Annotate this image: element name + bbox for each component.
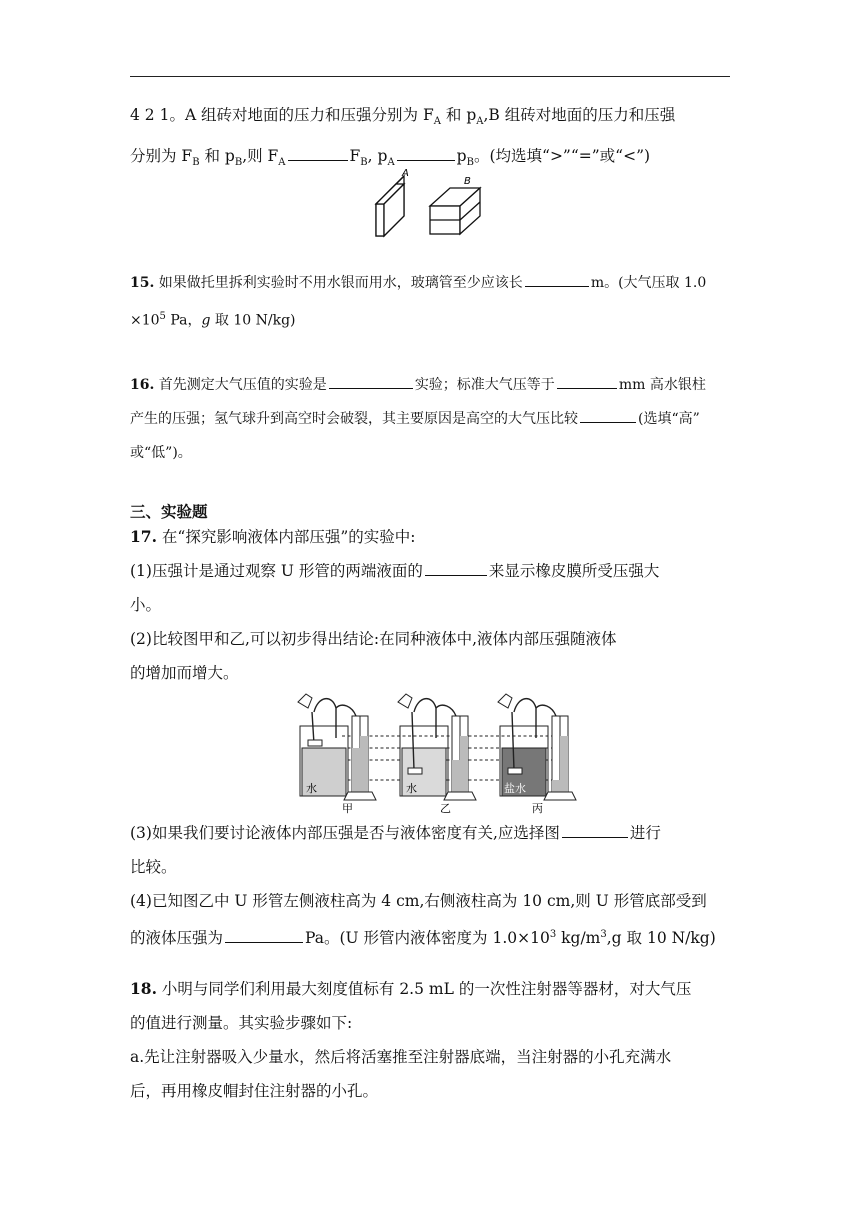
figure-label-jia: 甲 [342,802,353,815]
answer-blank [525,268,589,287]
answer-blank [557,370,617,389]
figure-label-yi: 乙 [440,802,451,815]
section-heading: 三、实验题 [130,503,208,521]
bricks-figure [368,168,498,244]
answer-blank [580,404,636,423]
brick-a-label: A [402,168,409,179]
question-17-continued: (3)如果我们要讨论液体内部压强是否与液体密度有关,应选择图 进行 比较。 (4)已知图乙中 U 形管左侧液柱高为 4 cm,右侧液柱高为 10 cm,则 U 形管底部受到 的液体压强为 Pa。(U 形管内液体密度为 $1.0\times 10^3$ $kg/m^3,g$ 取 10 N/kg) [130,816,730,955]
answer-blank [425,557,487,576]
liquid-label-1: 水 [306,782,317,795]
answer-blank [397,142,455,161]
question-15: 15. 如果做托里拆利实验时不用水银而用水，玻璃管至少应该长 m。(大气压取 1.0 $\times 10^5$ Pa，g 取 10 N/kg) [130,266,730,338]
brick-b-label: B [464,176,471,187]
question-14-text: 4 2 1。A 组砖对地面的压力和压强分别为 $F_A$ 和 $p_A,B$ 组砖对地面的压力和压强 分别为 $F_B$ 和 $p_B$,则 $F_A$ $F_B$, $p_A$ $p_B$。(均选填“>”“=”或“<”) [130,106,676,169]
answer-blank [225,924,303,943]
figure-label-bing: 丙 [532,802,543,815]
answer-blank [329,370,413,389]
liquid-label-3: 盐水 [504,782,526,795]
question-18: 18. 小明与同学们利用最大刻度值标有 2.5 mL 的一次性注射器等器材，对大气压 的值进行测量。其实验步骤如下: a.先让注射器吸入少量水，然后将活塞推至注射器底端，当注射器的小孔充满水 后，再用橡皮帽封住注射器的小孔。 [130,979,692,1100]
answer-blank [562,819,628,838]
answer-blank [288,142,348,161]
question-17: 17. 在“探究影响液体内部压强”的实验中: (1)压强计是通过观察 U 形管的两端液面的 来显示橡皮膜所受压强大 小。 (2)比较图甲和乙,可以初步得出结论:在同种液体中,液体内部压强随液体 的增加而增大。 [130,527,660,682]
header-rule [130,76,730,77]
question-16: 16. 首先测定大气压值的实验是 实验；标准大气压等于 mm 高水银柱 产生的压强；氢气球升到高空时会破裂，其主要原因是高空的大气压比较 (选填“高” 或“低”)。 [130,368,730,470]
liquid-label-2: 水 [406,782,417,795]
pressure-gauge-figure [286,688,582,816]
